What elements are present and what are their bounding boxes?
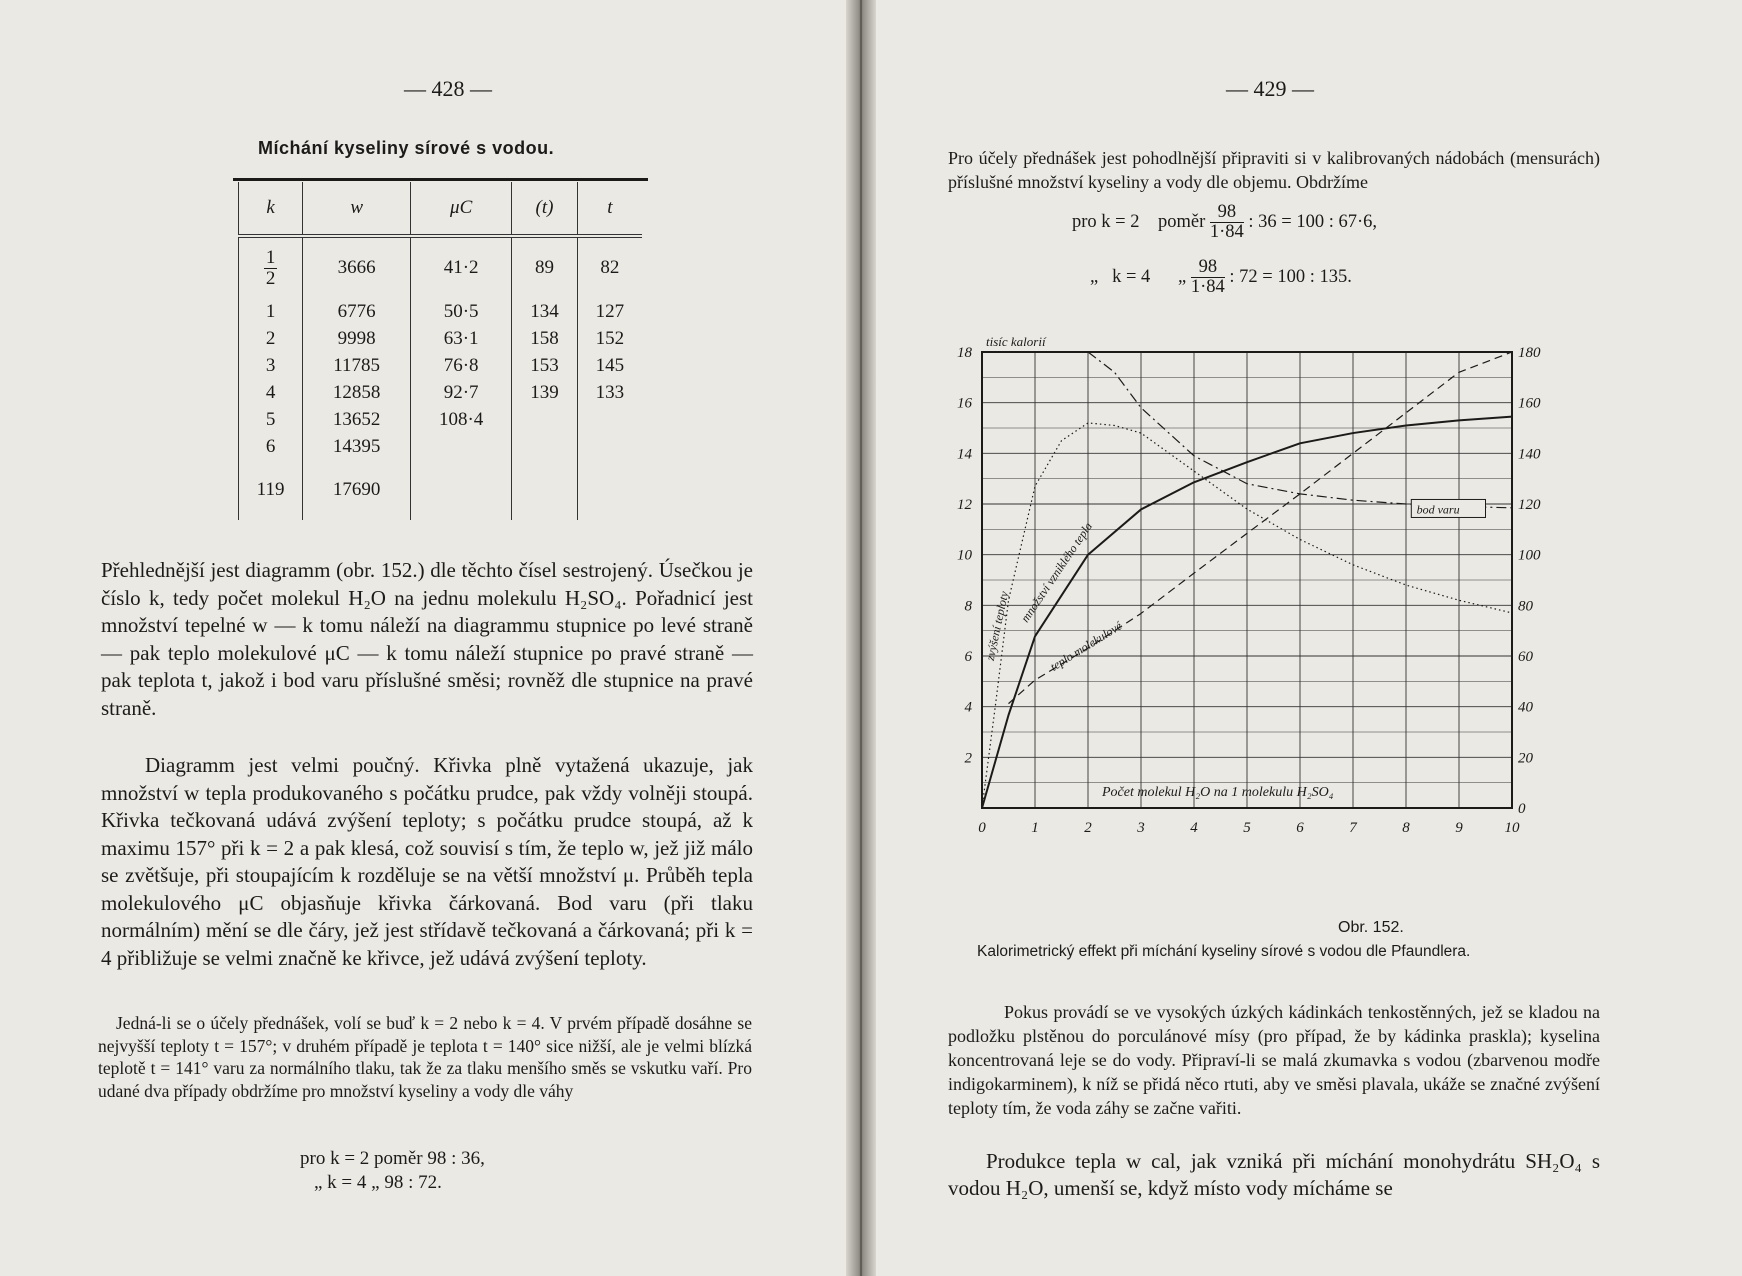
table-cell: [512, 460, 578, 520]
table-row: [239, 460, 643, 520]
table-cell: 41·2: [411, 236, 512, 298]
x-tick-label: 1: [1031, 820, 1039, 836]
fraction-numerator: 98: [1191, 258, 1225, 278]
table-cell: 3: [239, 352, 303, 379]
y-tick-label-right: 40: [1518, 699, 1533, 716]
table-row: [239, 406, 643, 433]
page-number-right: — 429 —: [1226, 76, 1314, 101]
table-header-cell: μC: [411, 182, 512, 236]
table-cell: [512, 433, 578, 460]
paragraph-2: Diagramm jest velmi poučný. Křivka plně vytažená ukazuje, jak množství w tepla produkovaného s počátku prudce, pak vždy volněji stoupá. Křivka tečkovaná udává zvýšení teploty; s počátku prudce stoupá, až k maximu 157° při k = 2 a pak klesá, což souvisí s tím, že teplo w, jež již málo se zvětšuje, při stoupajícím k rozděluje se na větší množství μ. Průběh tepla molekulového μC objasňuje křivka čárkovaná. Bod varu (při tlaku normálním) mění se dle čáry, jež jest střídavě tečkovaná a čárkovaná; při k = 4 přibližuje se velmi značně ke křivce, jež udává zvýšení teploty.: [101, 753, 753, 970]
table-cell: 12858: [303, 379, 411, 406]
table-cell: 2: [239, 325, 303, 352]
y-tick-label-left: 4: [964, 699, 972, 716]
table-row: [239, 352, 643, 379]
table-cell: 6: [239, 433, 303, 460]
right-paragraph-3: Pokus provádí se ve vysokých úzkých kádinkách tenkostěnných, jež se kladou na podložku plstěnou do porculánové mísy (pro případ, že by kádinka praskla); kyselina koncentrovaná leje se do vody. Připraví-li se malá zkumavka s vodou (zbarvenou modře indigokarminem), k níž se přidá něco rtuti, aby ve směsi plavala, ukáže se značné zvýšení teploty tím, že voda záhy se začne vařiti.: [948, 1002, 1600, 1118]
fraction-denominator: 2: [265, 267, 276, 289]
x-tick-label: 8: [1402, 820, 1410, 836]
table-cell: 92·7: [411, 379, 512, 406]
equation-1-fraction: [1210, 203, 1244, 243]
x-tick-label: 3: [1137, 820, 1145, 836]
y-tick-label-right: 180: [1518, 345, 1541, 361]
table-cell: 3666: [303, 236, 411, 298]
fraction-half: [264, 248, 278, 289]
x-tick-label: 2: [1084, 820, 1092, 836]
table-cell: 133: [577, 379, 642, 406]
table-cell: 63·1: [411, 325, 512, 352]
x-tick-label: 0: [978, 820, 986, 836]
x-tick-label: 5: [1243, 820, 1251, 836]
table-cell: [577, 460, 642, 520]
y-tick-label-right: 0: [1518, 801, 1526, 817]
table-cell: 152: [577, 325, 642, 352]
left-page: [0, 0, 858, 1276]
table-row: [239, 379, 643, 406]
y-tick-label-right: 60: [1518, 649, 1533, 665]
table-cell: 5: [239, 406, 303, 433]
table-cell: [239, 236, 303, 298]
figure-number: Obr. 152.: [1338, 919, 1404, 936]
figure-caption: Kalorimetrický effekt při míchání kyseliny sírové s vodou dle Pfaundlera.: [977, 943, 1471, 960]
annotation-label: teplo molekulové: [1047, 618, 1125, 674]
y-tick-label-right: 140: [1518, 446, 1541, 463]
equation-1-left: pro k = 2 poměr: [1072, 212, 1206, 233]
y-tick-label-left: 18: [957, 345, 972, 361]
ratio-line-1: pro k = 2 poměr 98 : 36,: [300, 1148, 485, 1169]
table-row: [239, 298, 643, 325]
calorimetric-chart: [940, 330, 1600, 915]
equation-2-fraction: [1191, 258, 1225, 298]
equation-1: [1072, 203, 1377, 243]
page-number-left: — 428 —: [404, 76, 492, 101]
right-paragraph-4: Produkce tepla w cal, jak vzniká při míchání monohydrátu SH₂O₄ s vodou H₂O, umenší se, když místo vody mícháme se: [948, 1149, 1600, 1200]
table-cell: 1: [239, 298, 303, 325]
table-cell: 4: [239, 379, 303, 406]
table-row: [239, 236, 643, 298]
table-cell: 50·5: [411, 298, 512, 325]
table-title: Míchání kyseliny sírové s vodou.: [258, 138, 555, 158]
y-tick-label-right: 160: [1518, 395, 1541, 412]
equation-2: [1090, 258, 1352, 298]
book-gutter: [846, 0, 876, 1276]
fraction-numerator: 98: [1210, 203, 1244, 223]
table-cell: 158: [512, 325, 578, 352]
fraction-numerator: 1: [265, 246, 276, 268]
table-cell: 119: [239, 460, 303, 520]
table-header-row: [239, 182, 643, 236]
fraction-denominator: 1·84: [1209, 222, 1244, 243]
x-tick-label: 9: [1455, 820, 1463, 836]
y-tick-label-right: 20: [1518, 750, 1533, 767]
table-cell: 139: [512, 379, 578, 406]
annotation-label: zvýšení teploty: [982, 590, 1012, 662]
table-row: [239, 325, 643, 352]
table-cell: 108·4: [411, 406, 512, 433]
table-cell: 76·8: [411, 352, 512, 379]
x-axis-label: Počet molekul H₂O na 1 molekulu H₂SO₄: [1102, 785, 1334, 800]
table-cell: 127: [577, 298, 642, 325]
y-tick-label-left: 6: [964, 649, 972, 665]
annotation-label: bod varu: [1416, 502, 1460, 517]
y-axis-label-left: tisíc kalorií: [986, 334, 1046, 349]
table-cell: 153: [512, 352, 578, 379]
table-cell: 11785: [303, 352, 411, 379]
x-tick-label: 10: [1504, 820, 1520, 836]
table-cell: 82: [577, 236, 642, 298]
equation-1-right: : 36 = 100 : 67·6,: [1248, 212, 1378, 233]
table-cell: 89: [512, 236, 578, 298]
y-tick-label-left: 16: [957, 395, 972, 412]
table-cell: [577, 406, 642, 433]
y-tick-label-left: 2: [964, 750, 972, 767]
table-cell: 13652: [303, 406, 411, 433]
fraction-denominator: 1·84: [1190, 277, 1225, 298]
table-header-cell: w: [303, 182, 411, 236]
table-cell: [512, 406, 578, 433]
table-cell: 145: [577, 352, 642, 379]
table-header-cell: (t): [512, 182, 578, 236]
table-cell: 6776: [303, 298, 411, 325]
table-top-rule: [233, 178, 648, 181]
y-tick-label-left: 12: [957, 497, 972, 513]
small-paragraph: Jedná-li se o účely přednášek, volí se buď k = 2 nebo k = 4. V prvém případě dosáhne se nejvyšší teploty t = 157°; v druhém případě je teplota t = 140° sice nižší, ale je velmi blízká teplotě t = 141° varu za normálního tlaku, tak že za tlaku menšího směs se vskutku vaří. Pro udané dva případy obdržíme pro množství kyseliny a vody dle váhy: [98, 1013, 752, 1101]
x-tick-label: 7: [1349, 820, 1357, 836]
y-tick-label-left: 10: [957, 547, 972, 564]
y-tick-label-left: 14: [957, 446, 972, 463]
equation-2-left: „ k = 4 „: [1090, 267, 1187, 288]
equation-2-right: : 72 = 100 : 135.: [1229, 267, 1352, 288]
data-table: [238, 182, 642, 520]
table-header-cell: k: [239, 182, 303, 236]
annotation-label: množství vzniklého tepla: [1017, 519, 1096, 625]
table-cell: 9998: [303, 325, 411, 352]
y-tick-label-left: 8: [964, 598, 972, 615]
y-tick-label-right: 120: [1518, 497, 1541, 513]
table-cell: [411, 460, 512, 520]
table-header-cell: t: [577, 182, 642, 236]
x-tick-label: 4: [1190, 820, 1198, 836]
right-paragraph-1: Pro účely přednášek jest pohodlnější připraviti si v kalibrovaných nádobách (mensurách) příslušné množství kyseliny a vody dle objemu. Obdržíme: [948, 148, 1600, 192]
x-tick-label: 6: [1296, 820, 1304, 836]
y-tick-label-right: 100: [1518, 547, 1541, 564]
table-cell: [411, 433, 512, 460]
table-row: [239, 433, 643, 460]
table-cell: 17690: [303, 460, 411, 520]
y-tick-label-right: 80: [1518, 598, 1533, 615]
ratio-line-2: „ k = 4 „ 98 : 72.: [314, 1172, 442, 1193]
table-cell: [577, 433, 642, 460]
table-cell: 14395: [303, 433, 411, 460]
table-cell: 134: [512, 298, 578, 325]
paragraph-1: Přehlednější jest diagramm (obr. 152.) dle těchto čísel sestrojený. Úsečkou je číslo k, tedy počet molekul H₂O na jednu molekulu H₂SO₄. Pořadnicí jest množství tepelné w — k tomu náleží na diagrammu stupnice po levé straně — pak teplo molekulové μC — k tomu náleží stupnice po pravé straně — pak teplota t, jakož i bod varu příslušné směsi; rovněž dle stupnice na pravé straně.: [101, 558, 753, 720]
